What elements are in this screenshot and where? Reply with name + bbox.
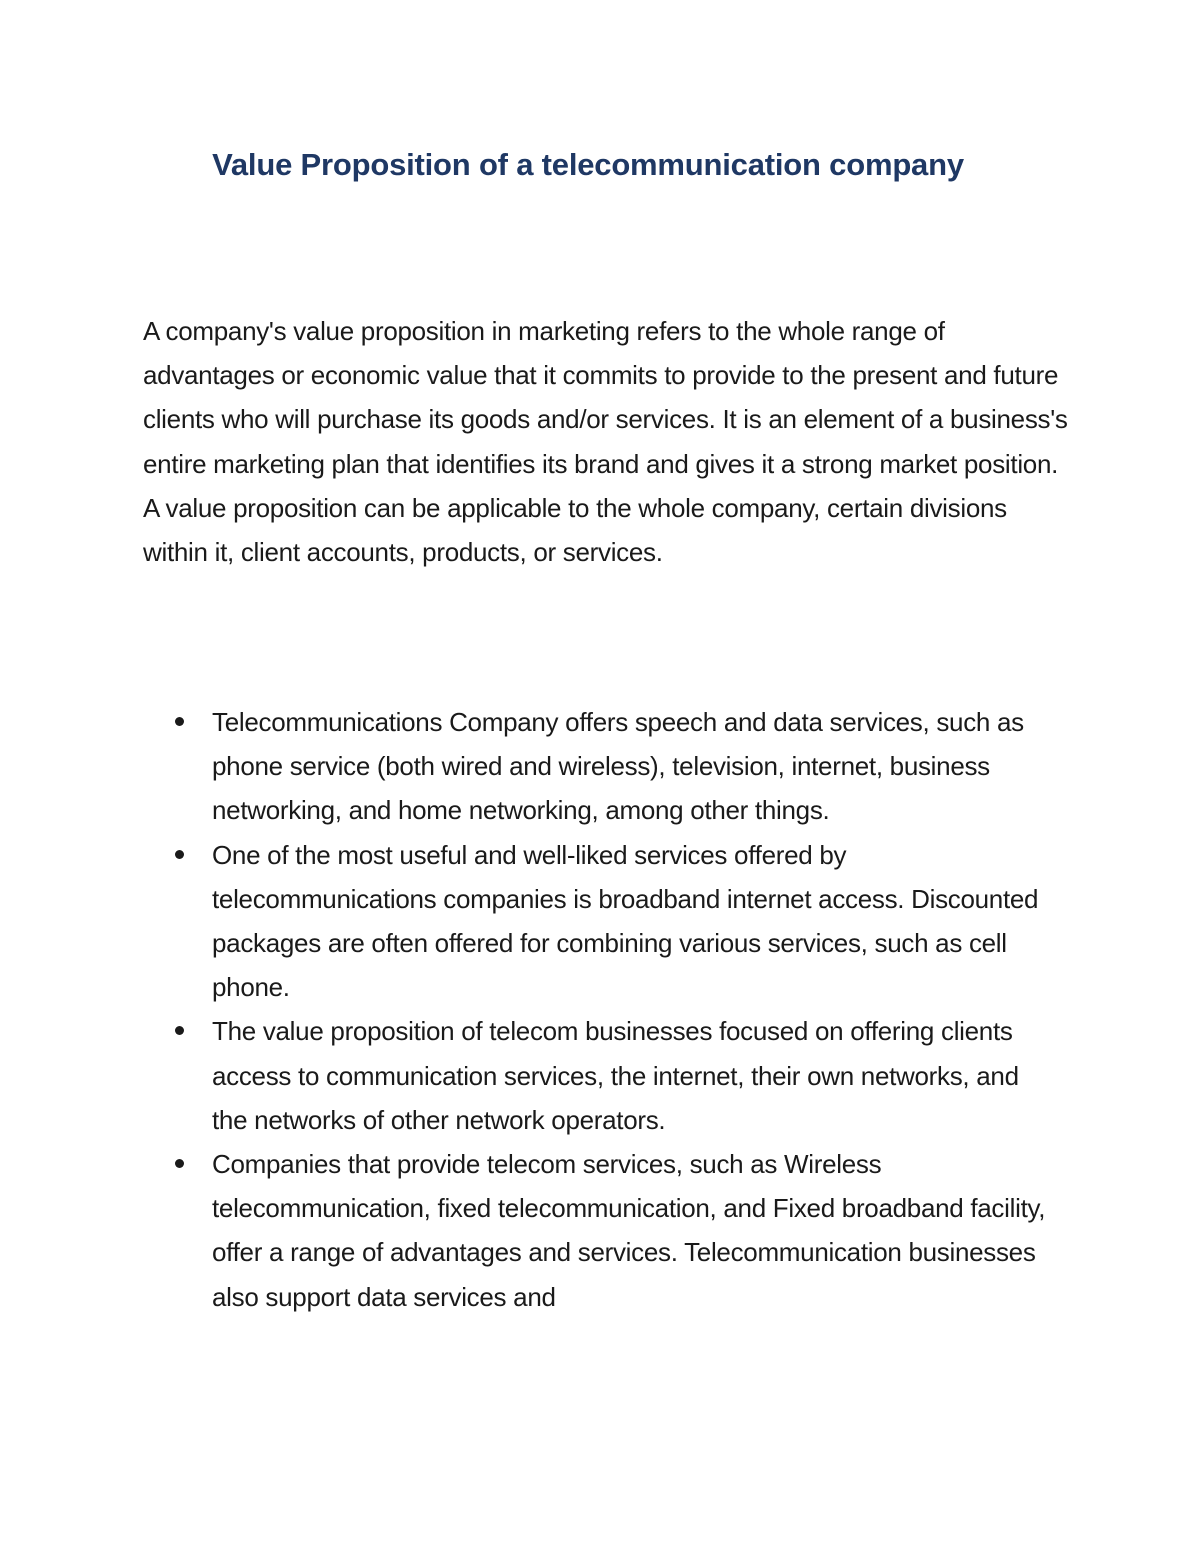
bullet-list xyxy=(143,700,1053,1319)
bullet-text: One of the most useful and well-liked services offered by telecommunications companies is broadband internet access. Discounted packages are often offered for combining various services, such as cell phone. xyxy=(212,839,1039,1003)
bullet-text: Companies that provide telecom services, such as Wireless telecommunication, fixed telecommunication, and Fixed broadband facility, offer a range of advantages and services. Telecommunication businesses also support data services and xyxy=(212,1149,1046,1312)
list-item xyxy=(143,1142,1053,1319)
list-item xyxy=(143,1009,1053,1142)
list-item xyxy=(143,700,1053,833)
list-item xyxy=(143,833,1053,1010)
bullet-text: The value proposition of telecom businesses focused on offering clients access to communication services, the internet, their own networks, and the networks of other network operators. xyxy=(212,1016,1019,1135)
intro-paragraph: A company's value proposition in marketing refers to the whole range of advantages or economic value that it commits to provide to the present and future clients who will purchase its goods and/or services. It is an element of a business's entire marketing plan that identifies its brand and gives it a strong market position. A value proposition can be applicable to the whole company, certain divisions within it, client accounts, products, or services. xyxy=(143,316,1068,568)
bullet-icon xyxy=(175,717,184,726)
document-title: Value Proposition of a telecommunication company xyxy=(212,147,964,182)
bullet-icon xyxy=(175,1159,184,1168)
bullet-icon xyxy=(175,1026,184,1035)
bullet-icon xyxy=(175,850,184,859)
bullet-text: Telecommunications Company offers speech and data services, such as phone service (both wired and wireless), television, internet, business networking, and home networking, among other things. xyxy=(212,707,1024,826)
